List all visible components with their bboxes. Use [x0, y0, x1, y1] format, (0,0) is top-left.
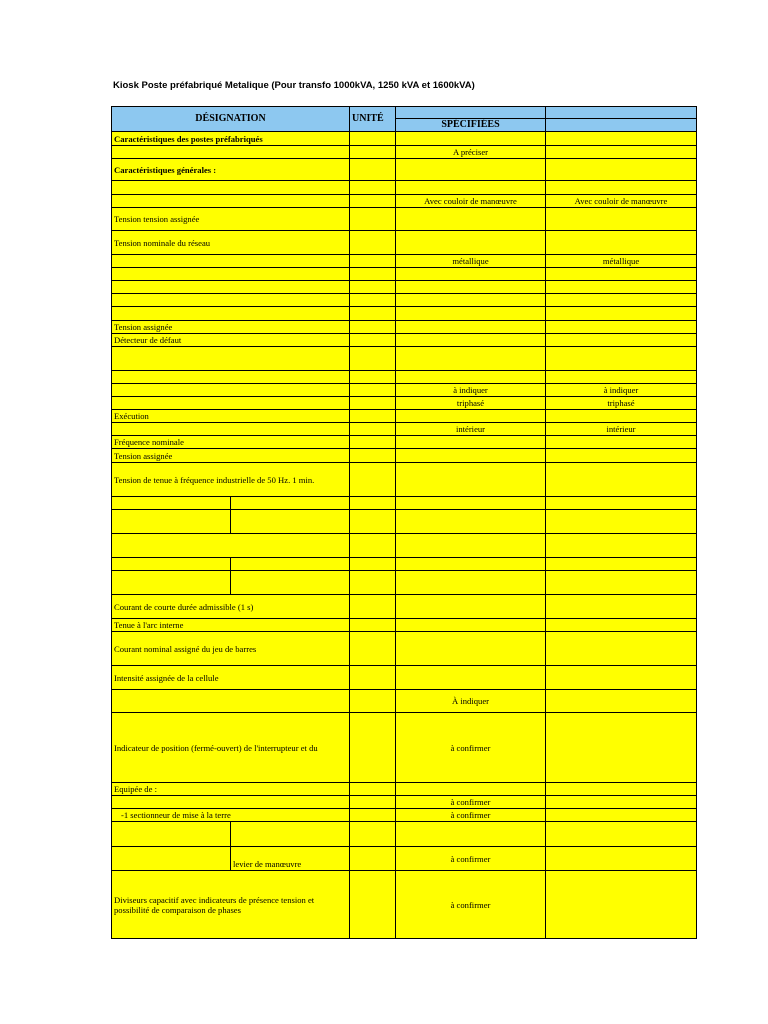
- spec1-cell: [395, 158, 546, 181]
- designation-cell: [111, 293, 350, 307]
- unite-cell: [349, 435, 396, 449]
- spec1-cell: [395, 448, 546, 463]
- designation-cell: Indicateur de position (fermé-ouvert) de l'interrupteur et du: [111, 712, 350, 783]
- spec2-cell: [545, 145, 697, 159]
- unite-cell: [349, 280, 396, 294]
- unite-cell: [349, 396, 396, 410]
- spec1-cell: [395, 435, 546, 449]
- unite-cell: [349, 557, 396, 571]
- document-title: Kiosk Poste préfabriqué Metalique (Pour transfo 1000kVA, 1250 kVA et 1600kVA): [113, 80, 475, 91]
- header-spec2-bottom: [545, 118, 697, 132]
- spec1-cell: [395, 346, 546, 371]
- spec2-cell: [545, 665, 697, 690]
- designation-cell: Tension nominale du réseau: [111, 230, 350, 255]
- spec2-cell: [545, 333, 697, 347]
- spec2-cell: [545, 618, 697, 632]
- unite-cell: [349, 409, 396, 423]
- designation-cell: Diviseurs capacitif avec indicateurs de présence tension et possibilité de comparaison de phases: [111, 870, 350, 939]
- designation-cell: [111, 422, 350, 436]
- designation-cell: Tension tension assignée: [111, 207, 350, 231]
- designation-cell: [111, 533, 350, 558]
- unite-cell: [349, 422, 396, 436]
- spec2-cell: [545, 570, 697, 595]
- spec1-cell: Avec couloir de manœuvre: [395, 194, 546, 208]
- designation-cell: Exécution: [111, 409, 350, 423]
- unite-cell: [349, 145, 396, 159]
- spec1-cell: [395, 618, 546, 632]
- designation-subcell: [230, 821, 350, 847]
- spec2-cell: [545, 462, 697, 497]
- unite-cell: [349, 846, 396, 871]
- designation-cell: [111, 267, 350, 281]
- spec1-cell: [395, 496, 546, 510]
- spec1-cell: [395, 782, 546, 796]
- designation-cell: Tenue à l'arc interne: [111, 618, 350, 632]
- unite-cell: [349, 570, 396, 595]
- spec2-cell: [545, 821, 697, 847]
- spec2-cell: [545, 533, 697, 558]
- unite-cell: [349, 712, 396, 783]
- spec1-cell: à indiquer: [395, 383, 546, 397]
- unite-cell: [349, 254, 396, 268]
- designation-cell: [111, 346, 350, 371]
- designation-cell: Tension de tenue à fréquence industrielle de 50 Hz. 1 min.: [111, 462, 350, 497]
- spec2-cell: [545, 131, 697, 146]
- spec2-cell: [545, 689, 697, 713]
- spec1-cell: métallique: [395, 254, 546, 268]
- spec1-cell: [395, 462, 546, 497]
- unite-cell: [349, 383, 396, 397]
- designation-subcell: [230, 509, 350, 534]
- designation-cell: [111, 370, 350, 384]
- designation-cell: Fréquence nominale: [111, 435, 350, 449]
- header-designation: DÉSIGNATION: [111, 106, 350, 132]
- spec1-cell: triphasé: [395, 396, 546, 410]
- header-specifiees: SPÉCIFIÉES: [395, 118, 546, 132]
- designation-cell: Courant de courte durée admissible (1 s): [111, 594, 350, 619]
- designation-cell: [111, 194, 350, 208]
- unite-cell: [349, 333, 396, 347]
- spec1-cell: à confirmer: [395, 808, 546, 822]
- designation-cell: [111, 689, 350, 713]
- designation-cell: -1 sectionneur de mise à la terre: [111, 808, 350, 822]
- designation-cell: [111, 821, 231, 847]
- designation-cell: Tension assignée: [111, 448, 350, 463]
- spec2-cell: [545, 448, 697, 463]
- unite-cell: [349, 618, 396, 632]
- unite-cell: [349, 194, 396, 208]
- spec2-cell: métallique: [545, 254, 697, 268]
- spec2-cell: intérieur: [545, 422, 697, 436]
- spec2-cell: triphasé: [545, 396, 697, 410]
- spec2-cell: [545, 631, 697, 666]
- spec2-cell: [545, 712, 697, 783]
- spec1-cell: à confirmer: [395, 795, 546, 809]
- spec2-cell: [545, 870, 697, 939]
- designation-cell: Courant nominal assigné du jeu de barres: [111, 631, 350, 666]
- spec2-cell: [545, 782, 697, 796]
- spec1-cell: [395, 821, 546, 847]
- spec1-cell: [395, 594, 546, 619]
- spec1-cell: [395, 409, 546, 423]
- unite-cell: [349, 267, 396, 281]
- specification-table: [111, 106, 696, 940]
- unite-cell: [349, 594, 396, 619]
- spec2-cell: [545, 280, 697, 294]
- unite-cell: [349, 821, 396, 847]
- spec1-cell: [395, 320, 546, 334]
- spec1-cell: [395, 631, 546, 666]
- unite-cell: [349, 158, 396, 181]
- header-unite: UNITÉ: [349, 106, 396, 132]
- designation-cell: Détecteur de défaut: [111, 333, 350, 347]
- unite-cell: [349, 462, 396, 497]
- spec2-cell: [545, 320, 697, 334]
- spec2-cell: [545, 230, 697, 255]
- designation-cell: [111, 383, 350, 397]
- designation-cell: [111, 180, 350, 195]
- spec1-cell: [395, 509, 546, 534]
- designation-cell: Caractéristiques des postes préfabriqués: [111, 131, 350, 146]
- spec1-cell: [395, 570, 546, 595]
- spec1-cell: intérieur: [395, 422, 546, 436]
- designation-cell: [111, 570, 231, 595]
- spec2-cell: Avec couloir de manœuvre: [545, 194, 697, 208]
- spec2-cell: [545, 293, 697, 307]
- spec1-cell: à confirmer: [395, 846, 546, 871]
- designation-cell: [111, 254, 350, 268]
- unite-cell: [349, 230, 396, 255]
- unite-cell: [349, 665, 396, 690]
- spec2-cell: [545, 795, 697, 809]
- unite-cell: [349, 631, 396, 666]
- spec1-cell: A préciser: [395, 145, 546, 159]
- spec2-cell: à indiquer: [545, 383, 697, 397]
- designation-cell: [111, 280, 350, 294]
- unite-cell: [349, 689, 396, 713]
- spec1-cell: [395, 665, 546, 690]
- unite-cell: [349, 870, 396, 939]
- designation-cell: [111, 396, 350, 410]
- unite-cell: [349, 448, 396, 463]
- spec1-cell: [395, 280, 546, 294]
- spec2-cell: [545, 346, 697, 371]
- unite-cell: [349, 509, 396, 534]
- spec2-cell: [545, 306, 697, 321]
- spec2-cell: [545, 846, 697, 871]
- spec1-cell: [395, 131, 546, 146]
- designation-cell: [111, 306, 350, 321]
- unite-cell: [349, 370, 396, 384]
- spec2-cell: [545, 808, 697, 822]
- unite-cell: [349, 346, 396, 371]
- designation-cell: Intensité assignée de la cellule: [111, 665, 350, 690]
- spec1-cell: À indiquer: [395, 689, 546, 713]
- spec2-cell: [545, 509, 697, 534]
- spec1-cell: [395, 533, 546, 558]
- spec1-cell: [395, 230, 546, 255]
- unite-cell: [349, 320, 396, 334]
- unite-cell: [349, 782, 396, 796]
- spec1-cell: [395, 293, 546, 307]
- spec1-cell: [395, 370, 546, 384]
- spec1-cell: [395, 306, 546, 321]
- spec2-cell: [545, 435, 697, 449]
- designation-subcell: levier de manœuvre: [230, 846, 350, 871]
- spec2-cell: [545, 496, 697, 510]
- designation-subcell: [230, 557, 350, 571]
- unite-cell: [349, 795, 396, 809]
- spec1-cell: [395, 207, 546, 231]
- designation-cell: [111, 846, 231, 871]
- designation-cell: Equipée de :: [111, 782, 350, 796]
- unite-cell: [349, 180, 396, 195]
- designation-cell: [111, 145, 350, 159]
- spec1-cell: à confirmer: [395, 870, 546, 939]
- spec1-cell: à confirmer: [395, 712, 546, 783]
- unite-cell: [349, 207, 396, 231]
- spec2-cell: [545, 594, 697, 619]
- spec2-cell: [545, 267, 697, 281]
- designation-subcell: [230, 496, 350, 510]
- unite-cell: [349, 131, 396, 146]
- spec2-cell: [545, 557, 697, 571]
- unite-cell: [349, 533, 396, 558]
- spec2-cell: [545, 158, 697, 181]
- designation-cell: [111, 795, 350, 809]
- unite-cell: [349, 293, 396, 307]
- unite-cell: [349, 496, 396, 510]
- designation-cell: Caractéristiques générales :: [111, 158, 350, 181]
- spec1-cell: [395, 333, 546, 347]
- designation-cell: Tension assignée: [111, 320, 350, 334]
- designation-subcell: [230, 570, 350, 595]
- designation-cell: [111, 496, 231, 510]
- designation-cell: [111, 557, 231, 571]
- spec2-cell: [545, 370, 697, 384]
- designation-cell: [111, 509, 231, 534]
- unite-cell: [349, 808, 396, 822]
- spec2-cell: [545, 207, 697, 231]
- spec1-cell: [395, 557, 546, 571]
- spec2-cell: [545, 409, 697, 423]
- spec1-cell: [395, 180, 546, 195]
- spec1-cell: [395, 267, 546, 281]
- spec2-cell: [545, 180, 697, 195]
- unite-cell: [349, 306, 396, 321]
